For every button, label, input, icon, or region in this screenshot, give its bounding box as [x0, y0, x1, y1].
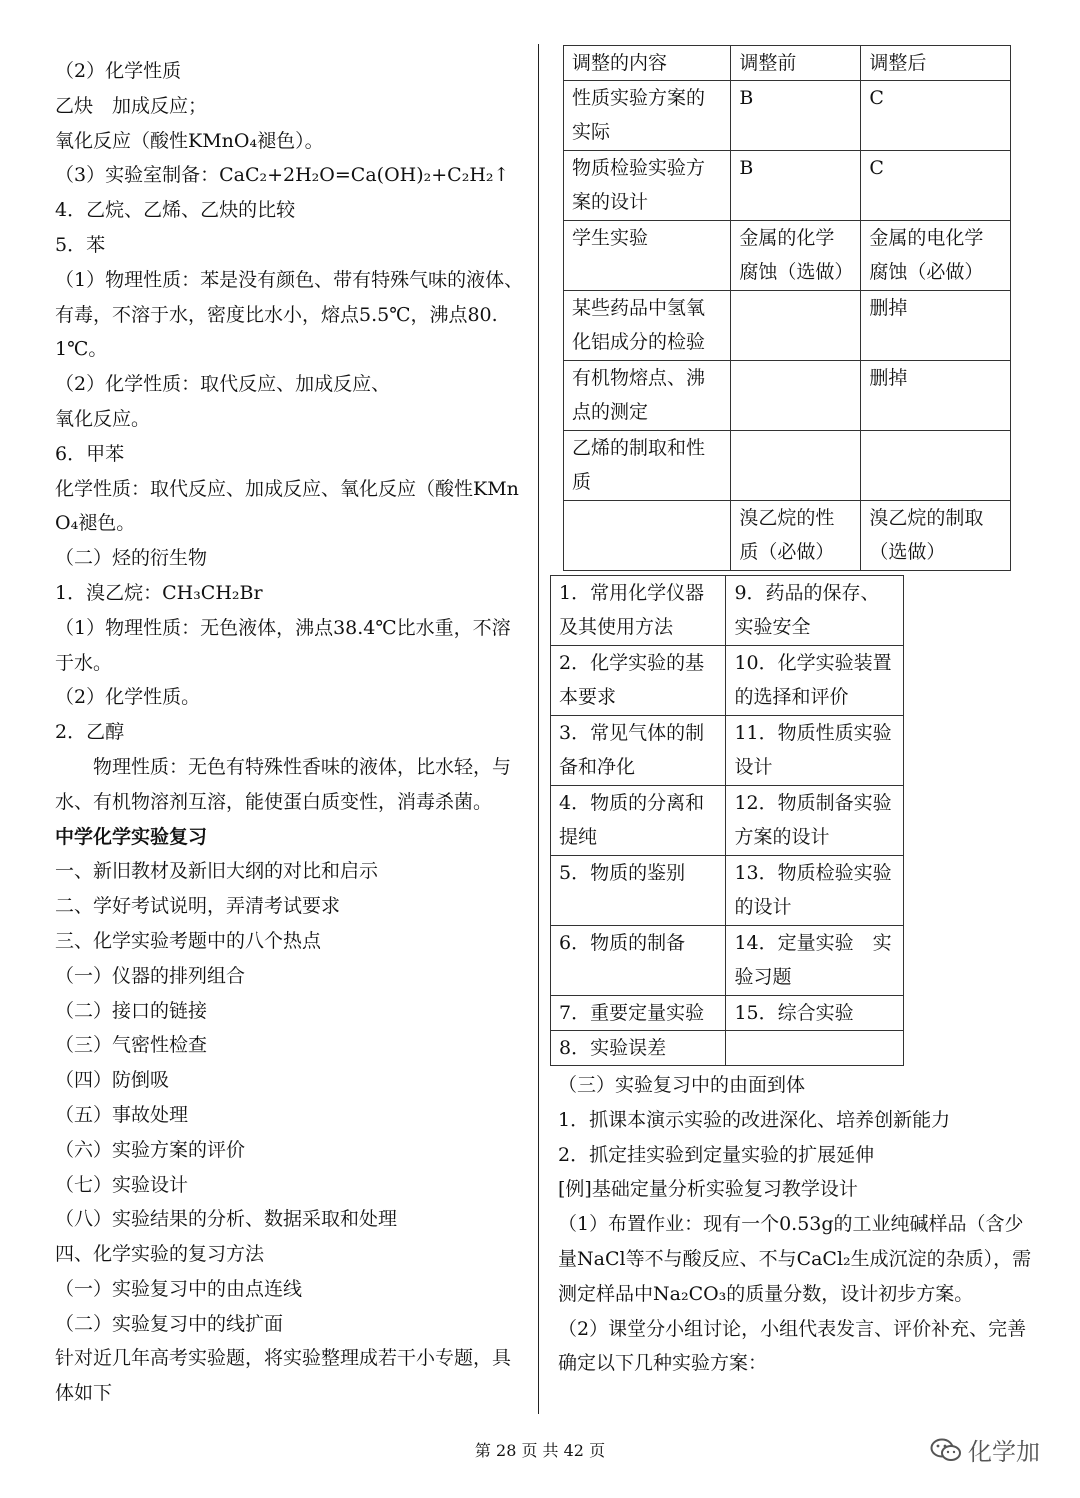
table-row — [564, 291, 1011, 361]
watermark-label: 化学加 — [968, 1438, 1040, 1466]
table-cell: 1．常用化学仪器及其使用方法 — [551, 576, 726, 646]
text-line: 一、新旧教材及新旧大纲的对比和启示 — [55, 860, 379, 883]
text-line: （七）实验设计 — [55, 1173, 189, 1196]
text-line: [例]基础定量分析实验复习教学设计 — [558, 1178, 858, 1201]
table-row — [564, 81, 1011, 151]
text-line: （三）气密性检查 — [55, 1034, 208, 1057]
table-cell — [731, 431, 861, 501]
text-line: 5．苯 — [55, 233, 106, 256]
table-cell: 物质检验实验方案的设计 — [564, 151, 731, 221]
text-line: 针对近几年高考实验题，将实验整理成若干小专题，具体如下 — [55, 1347, 512, 1405]
table-cell: 溴乙烷的性质（必做） — [731, 501, 861, 571]
text-line: 氧化反应。 — [55, 407, 151, 430]
table-cell: 5．物质的鉴别 — [551, 856, 726, 926]
text-line: （五）事故处理 — [55, 1103, 189, 1126]
table-cell: 学生实验 — [564, 221, 731, 291]
table-cell: 11．物质性质实验设计 — [726, 716, 904, 786]
table-row — [551, 576, 904, 646]
wechat-icon — [930, 1437, 962, 1463]
table-cell: 4．物质的分离和提纯 — [551, 786, 726, 856]
text-line: （二）烃的衍生物 — [55, 547, 208, 570]
experiment-topics-table — [550, 575, 904, 1066]
text-line: （1）布置作业：现有一个0.53g的工业纯碱样品（含少量NaCl等不与酸反应、不与CaCl₂生成沉淀的杂质），需测定样品中Na₂CO₃的质量分数，设计初步方案。 — [558, 1213, 1032, 1305]
table-cell: 删掉 — [861, 361, 1011, 431]
table-cell — [726, 1031, 904, 1066]
table-cell: B — [731, 81, 861, 151]
table-cell: 9．药品的保存、实验安全 — [726, 576, 904, 646]
table-cell: 13．物质检验实验的设计 — [726, 856, 904, 926]
table-cell: 有机物熔点、沸点的测定 — [564, 361, 731, 431]
table-row — [564, 431, 1011, 501]
table-cell: 10．化学实验装置的选择和评价 — [726, 646, 904, 716]
text-line: 2．乙醇 — [55, 721, 125, 744]
table-cell: C — [861, 151, 1011, 221]
table-cell — [731, 361, 861, 431]
left-column — [55, 54, 525, 1411]
watermark — [930, 1432, 1040, 1467]
table-cell — [861, 431, 1011, 501]
column-divider — [538, 44, 539, 1414]
table-cell: 3．常见气体的制备和净化 — [551, 716, 726, 786]
text-line: 化学性质：取代反应、加成反应、氧化反应（酸性KMnO₄褪色。 — [55, 477, 519, 535]
table-row — [564, 221, 1011, 291]
table-header-row — [564, 46, 1011, 81]
text-line: 6．甲苯 — [55, 442, 125, 465]
text-line: （一）仪器的排列组合 — [55, 964, 246, 987]
table-row — [551, 1031, 904, 1066]
text-line: 氧化反应（酸性KMnO₄褪色）。 — [55, 129, 324, 152]
table-cell: 性质实验方案的实际 — [564, 81, 731, 151]
text-line: （2）化学性质 — [55, 60, 182, 82]
table-row — [564, 151, 1011, 221]
table-cell: 删掉 — [861, 291, 1011, 361]
syllabus-adjustment-table — [563, 45, 1011, 571]
text-line: （3）实验室制备：CaC₂+2H₂O=Ca(OH)₂+C₂H₂↑ — [55, 164, 510, 187]
table-row — [551, 926, 904, 996]
text-line: （1）物理性质：无色液体，沸点38.4℃比水重，不溶于水。 — [55, 616, 511, 674]
right-column — [558, 1068, 1033, 1381]
table-cell — [731, 291, 861, 361]
table-row — [551, 646, 904, 716]
table-row — [564, 501, 1011, 571]
text-line: （二）实验复习中的线扩面 — [55, 1312, 284, 1335]
text-line: （八）实验结果的分析、数据采取和处理 — [55, 1208, 398, 1231]
table-header-cell: 调整后 — [861, 46, 1011, 81]
text-line: （2）课堂分小组讨论，小组代表发言、评价补充、完善确定以下几种实验方案： — [558, 1317, 1027, 1375]
text-line: （三）实验复习中的由面到体 — [558, 1074, 806, 1096]
table-row — [551, 716, 904, 786]
table-cell: 乙烯的制取和性质 — [564, 431, 731, 501]
table-cell: B — [731, 151, 861, 221]
table-header-cell: 调整的内容 — [564, 46, 731, 81]
page-footer: 第 28 页 共 42 页 — [474, 1441, 606, 1460]
table-row — [551, 786, 904, 856]
text-line: 2．抓定挂实验到定量实验的扩展延伸 — [558, 1143, 875, 1166]
text-line: （一）实验复习中的由点连线 — [55, 1277, 303, 1300]
text-line: （2）化学性质：取代反应、加成反应、 — [55, 373, 391, 396]
text-line: 三、化学实验考题中的八个热点 — [55, 929, 322, 952]
text-line: 四、化学实验的复习方法 — [55, 1243, 265, 1266]
table-cell: 14．定量实验 实验习题 — [726, 926, 904, 996]
table-row — [551, 856, 904, 926]
text-line: 1．溴乙烷：CH₃CH₂Br — [55, 581, 263, 604]
table-cell: 6．物质的制备 — [551, 926, 726, 996]
table-cell: 金属的电化学腐蚀（必做） — [861, 221, 1011, 291]
table-cell: 2．化学实验的基本要求 — [551, 646, 726, 716]
table-cell — [564, 501, 731, 571]
text-line: 物理性质：无色有特殊性香味的液体，比水轻，与水、有机物溶剂互溶，能使蛋白质变性，消毒杀菌。 — [55, 755, 512, 813]
table-header-cell: 调整前 — [731, 46, 861, 81]
text-line: （六）实验方案的评价 — [55, 1138, 246, 1161]
table-cell: 金属的化学腐蚀（选做） — [731, 221, 861, 291]
text-line: （四）防倒吸 — [55, 1069, 170, 1092]
text-line: （2）化学性质。 — [55, 686, 201, 709]
table-cell: 8．实验误差 — [551, 1031, 726, 1066]
text-line: 二、学好考试说明，弄清考试要求 — [55, 895, 341, 918]
text-line: 乙炔 加成反应； — [55, 94, 208, 117]
table-cell: 15．综合实验 — [726, 996, 904, 1031]
text-line: （1）物理性质：苯是没有颜色、带有特殊气味的液体、有毒，不溶于水，密度比水小，熔点5.5℃，沸点80.1℃。 — [55, 268, 524, 361]
text-line: （二）接口的链接 — [55, 999, 208, 1022]
table-cell: C — [861, 81, 1011, 151]
table-cell: 7．重要定量实验 — [551, 996, 726, 1031]
table-cell: 12．物质制备实验方案的设计 — [726, 786, 904, 856]
table-cell: 某些药品中氢氧化铝成分的检验 — [564, 291, 731, 361]
text-line: 1．抓课本演示实验的改进深化、培养创新能力 — [558, 1108, 951, 1131]
table-row — [551, 996, 904, 1031]
text-line: 中学化学实验复习 — [55, 825, 208, 848]
text-line: 4．乙烷、乙烯、乙炔的比较 — [55, 199, 296, 222]
table-row — [564, 361, 1011, 431]
table-cell: 溴乙烷的制取（选做） — [861, 501, 1011, 571]
